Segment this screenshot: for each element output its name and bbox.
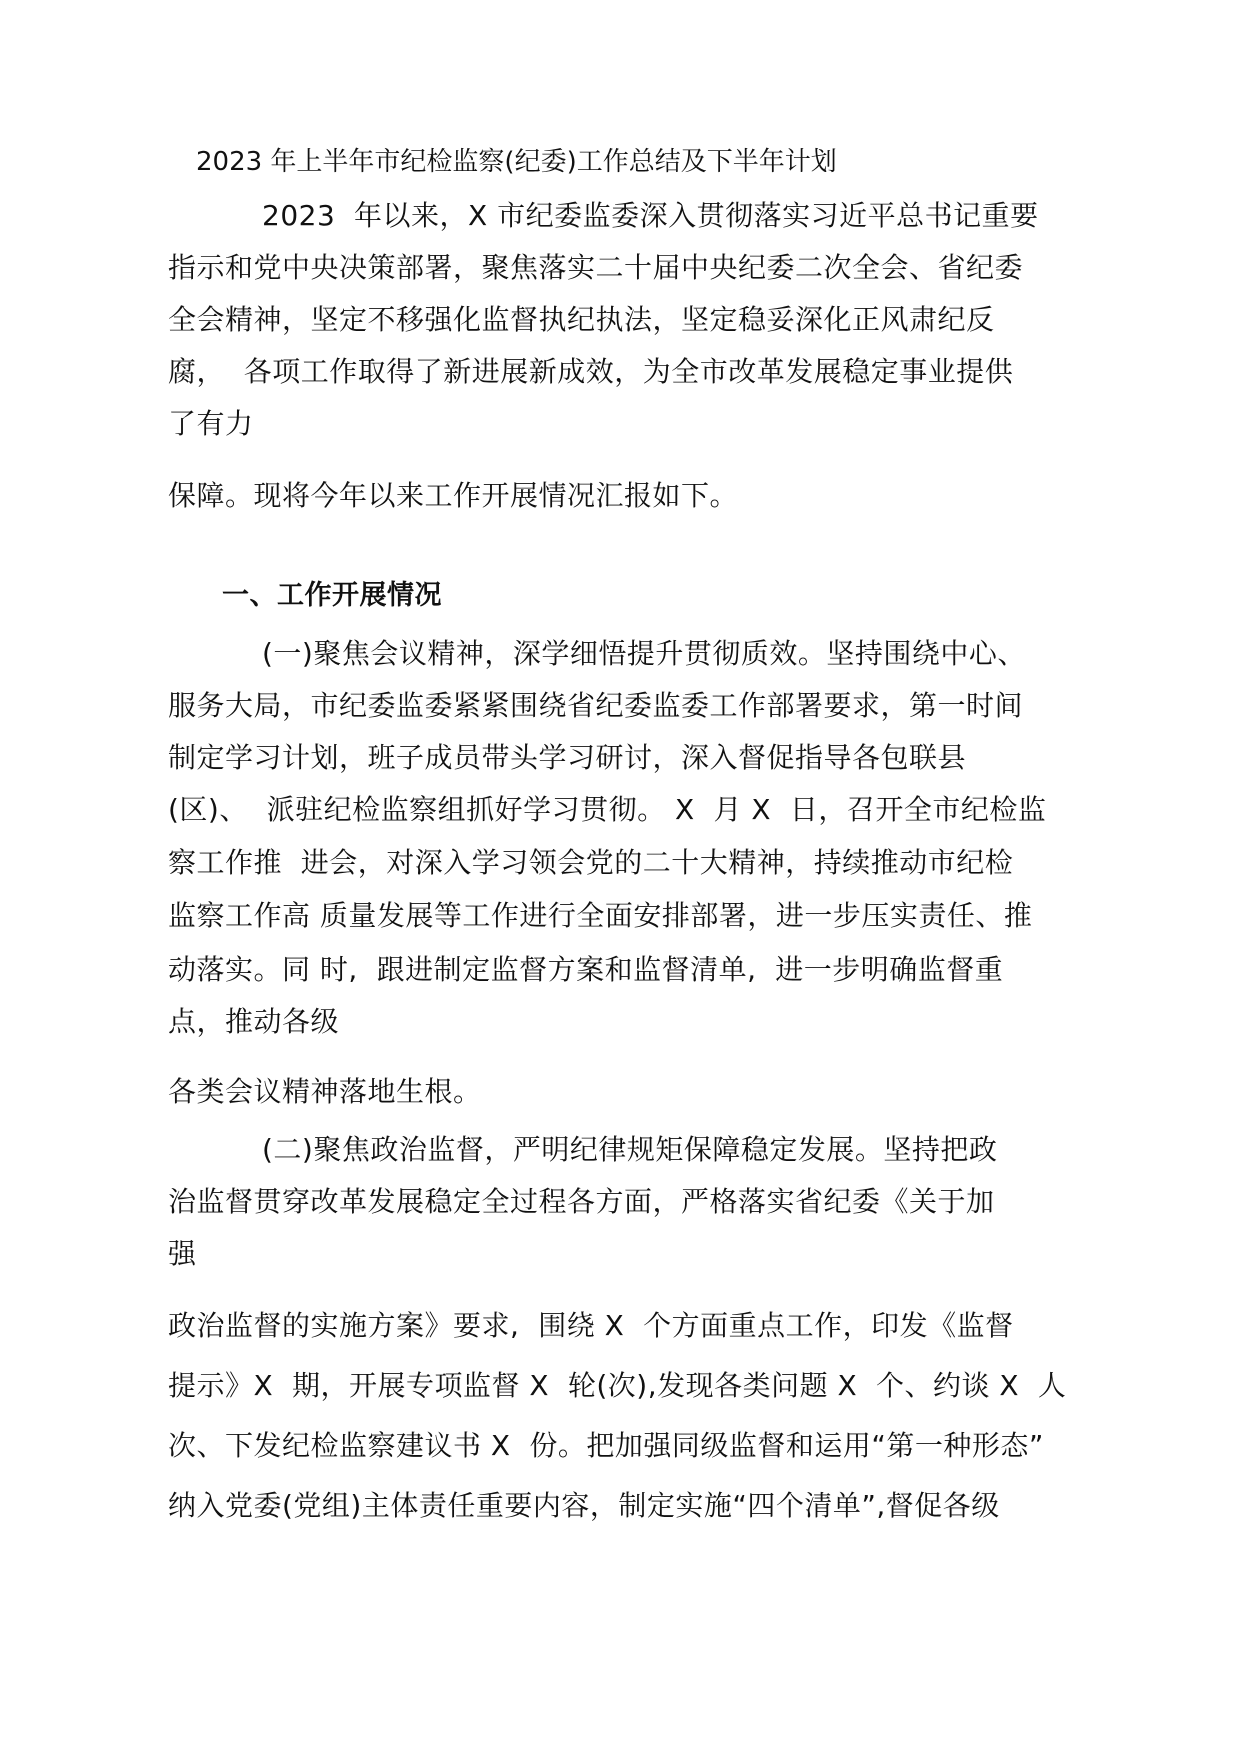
- paragraph-line: 治监督贯穿改革发展稳定全过程各方面，严格落实省纪委《关于加: [168, 1185, 995, 1218]
- paragraph-line: (区)、 派驻纪检监察组抓好学习贯彻。 X 月 X 日，召开全市纪检监: [168, 793, 1047, 826]
- paragraph-line: 察工作推 进会，对深入学习领会党的二十大精神，持续推动市纪检: [168, 846, 1014, 879]
- paragraph-line: (一)聚焦会议精神，深学细悟提升贯彻质效。坚持围绕中心、: [262, 637, 1026, 670]
- intro-line: 全会精神，坚定不移强化监督执纪执法，坚定稳妥深化正风肃纪反: [168, 303, 995, 336]
- paragraph-line: 监察工作高 质量发展等工作进行全面安排部署，进一步压实责任、推: [168, 899, 1033, 932]
- paragraph-line: 政治监督的实施方案》要求, 围绕 X 个方面重点工作，印发《监督: [168, 1309, 1014, 1342]
- paragraph-line: 次、下发纪检监察建议书 X 份。把加强同级监督和运用“第一种形态”: [168, 1429, 1044, 1462]
- paragraph-line: 强: [168, 1237, 197, 1270]
- paragraph-line: 各类会议精神落地生根。: [168, 1075, 482, 1108]
- intro-line: 了有力: [168, 407, 254, 440]
- paragraph-line: 制定学习计划，班子成员带头学习研讨，深入督促指导各包联县: [168, 741, 967, 774]
- intro-line: 腐， 各项工作取得了新进展新成效，为全市改革发展稳定事业提供: [168, 355, 1014, 388]
- paragraph-line: 提示》X 期，开展专项监督 X 轮(次),发现各类问题 X 个、约谈 X 人: [168, 1369, 1067, 1402]
- section-heading: 一、工作开展情况: [222, 580, 442, 611]
- paragraph-line: 纳入党委(党组)主体责任重要内容，制定实施“四个清单”,督促各级: [168, 1489, 1000, 1522]
- document-title: 2023 年上半年市纪检监察(纪委)工作总结及下半年计划: [196, 147, 837, 177]
- paragraph-line: 点，推动各级: [168, 1005, 340, 1038]
- paragraph-line: 动落实。同 时, 跟进制定监督方案和监督清单, 进一步明确监督重: [168, 953, 1004, 986]
- intro-line: 指示和党中央决策部署，聚焦落实二十届中央纪委二次全会、省纪委: [168, 251, 1024, 284]
- paragraph-line: 服务大局，市纪委监委紧紧围绕省纪委监委工作部署要求，第一时间: [168, 689, 1024, 722]
- intro-line: 2023 年以来，X 市纪委监委深入贯彻落实习近平总书记重要: [262, 199, 1039, 232]
- paragraph-line: (二)聚焦政治监督，严明纪律规矩保障稳定发展。坚持把政: [262, 1133, 998, 1166]
- intro-line: 保障。现将今年以来工作开展情况汇报如下。: [168, 479, 739, 512]
